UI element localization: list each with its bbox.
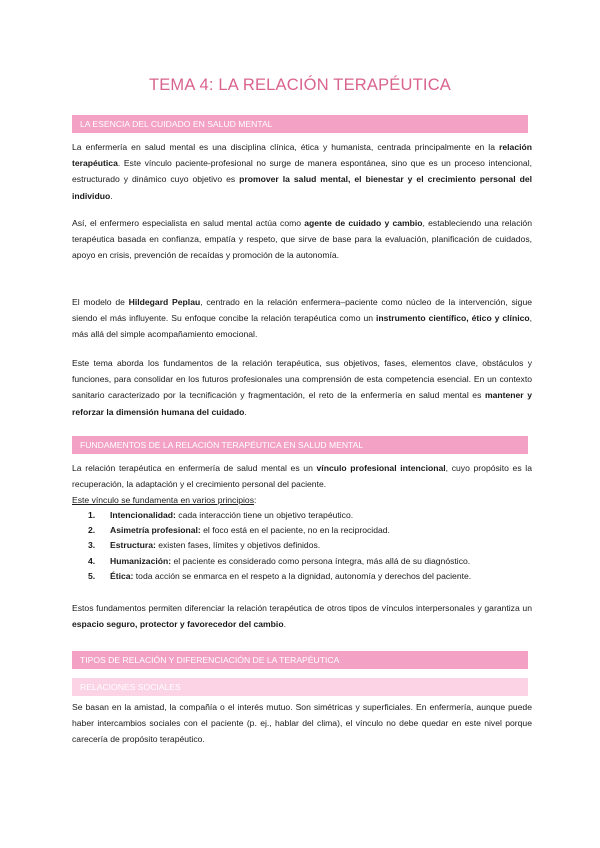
section-heading-esencia: LA ESENCIA DEL CUIDADO EN SALUD MENTAL [72, 115, 528, 133]
principle-term: Estructura: [110, 540, 156, 551]
paragraph-esencia-4: Este tema aborda los fundamentos de la relación terapéutica, sus objetivos, fases, elementos clave, obstáculos y funciones, para consolidar en los futuros profesionales una comprensión de esta competencia esencial. En un contexto sanitario caracterizado por la tecnificación y fragmentación, el reto de la enfermería en salud mental es mantener y reforzar la dimensión humana del cuidado. [72, 358, 532, 417]
principle-item [72, 523, 522, 538]
principle-item [72, 569, 522, 584]
principle-text: el foco está en el paciente, no en la reciprocidad. [200, 525, 390, 536]
page-title: TEMA 4: LA RELACIÓN TERAPÉUTICA [148, 76, 452, 94]
principle-number: 2. [88, 525, 96, 536]
subsection-heading-relaciones-sociales: RELACIONES SOCIALES [72, 678, 528, 696]
principle-term: Intencionalidad: [110, 510, 176, 520]
principles-list [72, 508, 522, 584]
paragraph-esencia-1: La enfermería en salud mental es una disciplina clínica, ética y humanista, centrada principalmente en la relación terapéutica. Este vínculo paciente-profesional no surge de manera espontánea, sino que es un proceso intencional, estructurado y dinámico cuyo objetivo es promover la salud mental, el bienestar y el crecimiento personal del individuo. [72, 142, 532, 201]
principles-lead: Este vínculo se fundamenta en varios principios: [72, 495, 257, 505]
principle-term: Humanización: [110, 555, 172, 566]
paragraph-esencia-2: Así, el enfermero especialista en salud mental actúa como agente de cuidado y cambio, estableciendo una relación terapéutica basada en confianza, empatía y respeto, que sirve de base para la evaluación, planificación de cuidados, apoyo en crisis, prevención de recaídas y promoción de la autonomía. [72, 218, 532, 261]
principle-number: 5. [88, 570, 96, 581]
principle-text: toda acción se enmarca en el respeto a la dignidad, autonomía y derechos del paciente. [133, 570, 472, 581]
paragraph-fundamentos-closing: Estos fundamentos permiten diferenciar la relación terapéutica de otros tipos de vínculos interpersonales y garantiza un espacio seguro, protector y favorecedor del cambio. [72, 603, 532, 630]
principle-text: existen fases, límites y objetivos definidos. [155, 540, 321, 551]
paragraph-fundamentos-intro: La relación terapéutica en enfermería de salud mental es un vínculo profesional intencional, cuyo propósito es la recuperación, la adaptación y el crecimiento personal del paciente. [72, 463, 532, 490]
principle-text: cada interacción tiene un objetivo terapéutico. [175, 510, 354, 520]
principle-term: Asimetría profesional: [110, 525, 201, 536]
principle-text: el paciente es considerado como persona íntegra, más allá de su diagnóstico. [171, 555, 471, 566]
principle-item [72, 538, 522, 553]
principle-term: Ética: [110, 570, 134, 581]
principle-item [72, 508, 522, 523]
principle-number: 1. [88, 510, 96, 520]
paragraph-relaciones-sociales: Se basan en la amistad, la compañía o el interés mutuo. Son simétricas y superficiales. En enfermería, aunque puede haber intercambios sociales con el paciente (p. ej., hablar del clima), el vínculo no debe quedar en este nivel porque carecería de propósito terapéutico. [72, 702, 532, 745]
principle-number: 3. [88, 540, 96, 551]
principle-number: 4. [88, 555, 96, 566]
principle-item [72, 554, 522, 569]
section-heading-fundamentos: FUNDAMENTOS DE LA RELACIÓN TERAPÉUTICA EN SALUD MENTAL [72, 436, 528, 454]
section-heading-tipos: TIPOS DE RELACIÓN Y DIFERENCIACIÓN DE LA TERAPÉUTICA [72, 651, 528, 669]
paragraph-esencia-3: El modelo de Hildegard Peplau, centrado en la relación enfermera–paciente como núcleo de la intervención, sigue siendo el más influyente. Su enfoque concibe la relación terapéutica como un instrumento científico, ético y clínico, más allá del simple acompañamiento emocional. [72, 297, 533, 340]
